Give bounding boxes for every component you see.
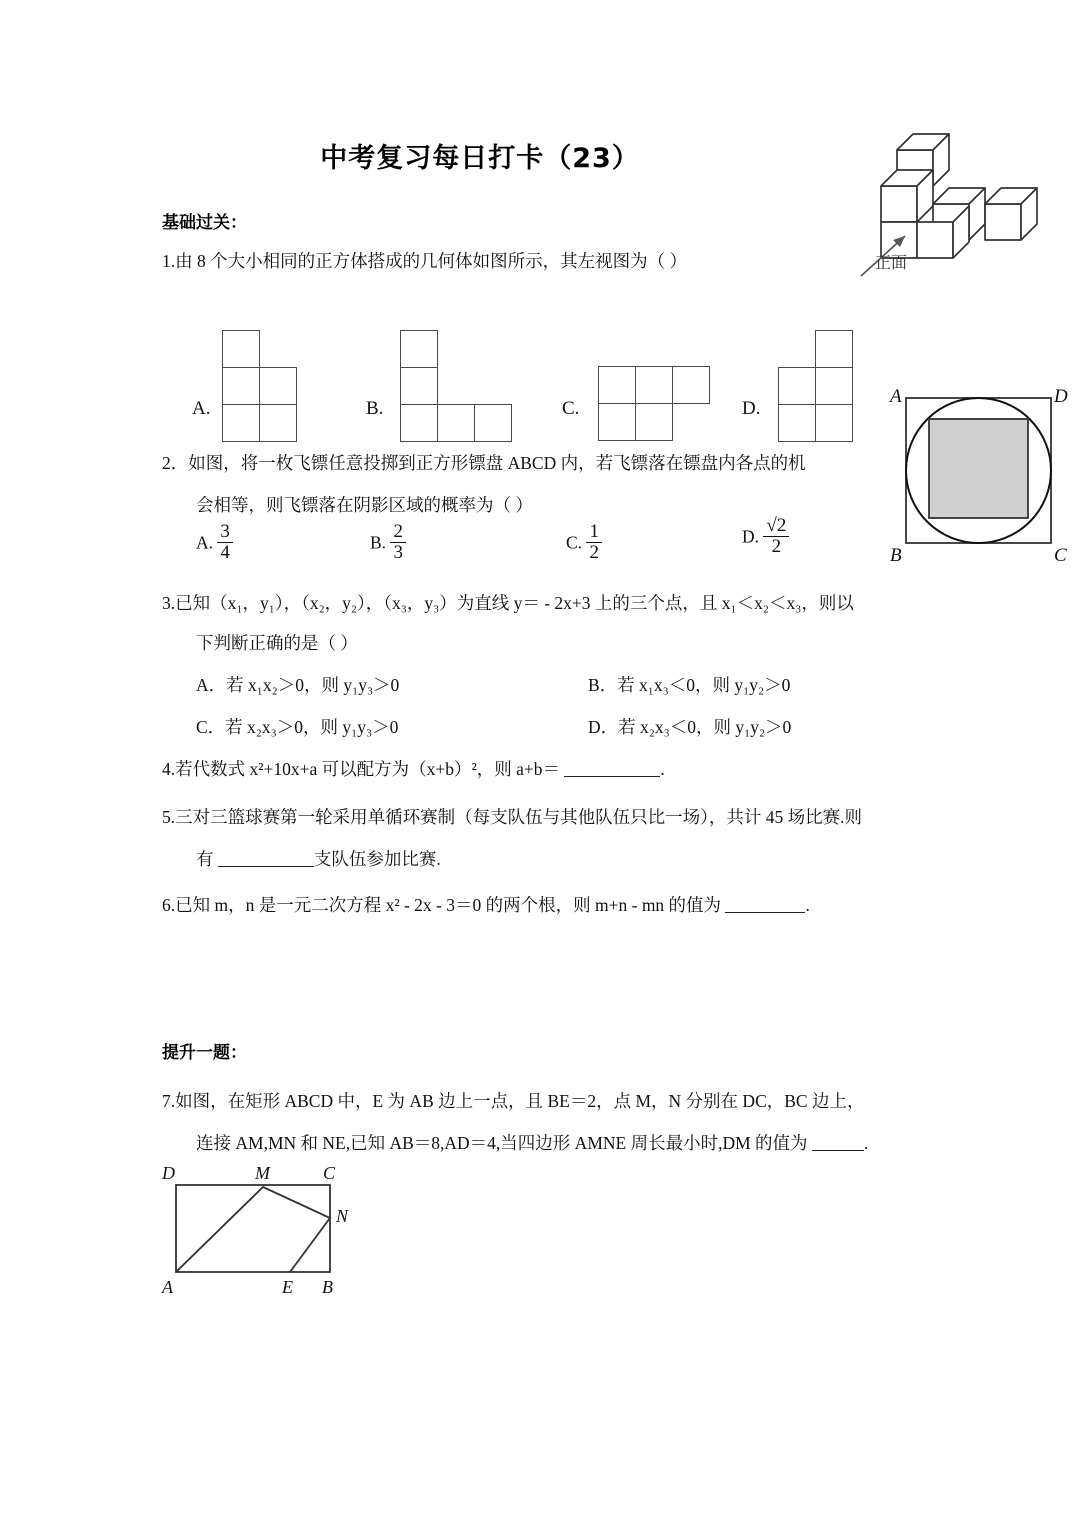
q2-option-c-denominator: 2 <box>586 542 602 563</box>
q2-option-b-label: B. <box>370 532 387 553</box>
q2-option-c-label: C. <box>566 532 583 553</box>
svg-text:A: A <box>890 386 902 407</box>
q3-option-d: D．若 x₂x₃＜0，则 y₁y₂＞0 <box>588 717 792 737</box>
q2-option-d-numerator: √2 <box>766 515 787 536</box>
svg-text:D: D <box>162 1163 175 1183</box>
question-3-line1: 3.已知（x₁，y₁），（x₂，y₂），（x₃，y₃）为直线 y＝ - 2x+3 上的三个点，且 x₁＜x₂＜x₃，则以 <box>162 593 854 613</box>
question-6-answer-blank[interactable] <box>725 912 805 913</box>
q2-option-b <box>370 521 406 565</box>
q3-option-b: B．若 x₁x₃＜0，则 y₁y₂＞0 <box>588 675 791 695</box>
q2-option-b-numerator: 2 <box>393 521 403 542</box>
svg-text:E: E <box>282 1277 293 1297</box>
question-6-text: 6.已知 m，n 是一元二次方程 x² - 2x - 3＝0 的两个根，则 m+n - mn 的值为 <box>162 895 722 915</box>
question-4-text: 4.若代数式 x²+10x+a 可以配方为（x+b）²，则 a+b＝ <box>162 759 561 779</box>
question-2-line1: 2．如图，将一枚飞镖任意投掷到正方形镖盘 ABCD 内，若飞镖落在镖盘内各点的机 <box>162 453 806 473</box>
q3-option-a: A．若 x₁x₂＞0，则 y₁y₃＞0 <box>196 675 400 695</box>
q2-option-c <box>566 521 602 565</box>
question-5-line2-before: 有 <box>196 849 214 869</box>
question-4: 4.若代数式 x²+10x+a 可以配方为（x+b）²，则 a+b＝ . <box>162 759 665 779</box>
q2-option-c-fraction <box>586 522 602 563</box>
svg-text:C: C <box>323 1163 336 1183</box>
question-5-answer-blank[interactable] <box>218 866 314 867</box>
svg-text:B: B <box>322 1277 333 1297</box>
q2-option-a-denominator: 4 <box>217 542 233 563</box>
front-view-label: 正面 <box>875 253 908 272</box>
q2-option-a-numerator: 3 <box>220 521 230 542</box>
page-title-text: 中考复习每日打卡（23） <box>320 143 640 174</box>
q1-option-a-label: A. <box>192 398 211 419</box>
q2-option-a-label: A. <box>196 532 214 553</box>
svg-text:N: N <box>336 1206 349 1226</box>
q2-option-a <box>196 521 233 565</box>
svg-text:D: D <box>1054 386 1068 407</box>
q1-option-c-label: C. <box>562 398 580 419</box>
svg-text:A: A <box>162 1277 173 1297</box>
question-5-line2 <box>196 846 441 872</box>
section-heading-advanced: 提升一题： <box>162 1043 247 1063</box>
q1-option-b-label: B. <box>366 398 384 419</box>
question-3-line2: 下判断正确的是（ ） <box>196 633 358 653</box>
question-6: 6.已知 m，n 是一元二次方程 x² - 2x - 3＝0 的两个根，则 m+n - mn 的值为 . <box>162 895 810 915</box>
q2-option-a-fraction <box>217 522 233 563</box>
q2-option-b-denominator: 3 <box>390 542 406 563</box>
question-5-line1: 5.三对三篮球赛第一轮采用单循环赛制（每支队伍与其他队伍只比一场），共计 45 场比赛.则 <box>162 807 862 827</box>
question-1-text: 1.由 8 个大小相同的正方体搭成的几何体如图所示，其左视图为（ ） <box>162 251 687 271</box>
q2-option-c-numerator: 1 <box>589 521 599 542</box>
q2-dartboard-figure <box>886 386 1071 566</box>
q1-cube-figure <box>855 108 1080 283</box>
q2-option-b-fraction <box>390 522 406 563</box>
q2-option-d-denominator: 2 <box>763 536 789 557</box>
q2-option-d-label: D. <box>742 526 760 547</box>
question-2-line2: 会相等，则飞镖落在阴影区域的概率为（ ） <box>196 495 533 515</box>
question-7-answer-blank[interactable] <box>812 1150 864 1151</box>
q2-option-d-fraction <box>763 516 789 557</box>
svg-text:M: M <box>255 1163 270 1183</box>
svg-text:C: C <box>1054 545 1067 566</box>
q2-option-d <box>742 515 789 559</box>
question-7-line2: 连接 AM,MN 和 NE,已知 AB＝8,AD＝4,当四边形 AMNE 周长最小时,DM 的值为 . <box>196 1133 869 1153</box>
section-heading-basics: 基础过关： <box>162 213 247 233</box>
svg-text:B: B <box>890 545 902 566</box>
question-4-answer-blank[interactable] <box>564 776 660 777</box>
q7-rectangle-figure <box>152 1160 392 1310</box>
question-7-line1: 7.如图，在矩形 ABCD 中，E 为 AB 边上一点，且 BE＝2，点 M，N 分别在 DC，BC 边上， <box>162 1091 865 1111</box>
question-5-line2-after: 支队伍参加比赛. <box>313 849 441 869</box>
q1-option-d-label: D. <box>742 398 761 419</box>
q3-option-c: C．若 x₂x₃＞0，则 y₁y₃＞0 <box>196 717 399 737</box>
question-7-line2-text: 连接 AM,MN 和 NE,已知 AB＝8,AD＝4,当四边形 AMNE 周长最小时,DM 的值为 <box>196 1133 808 1153</box>
